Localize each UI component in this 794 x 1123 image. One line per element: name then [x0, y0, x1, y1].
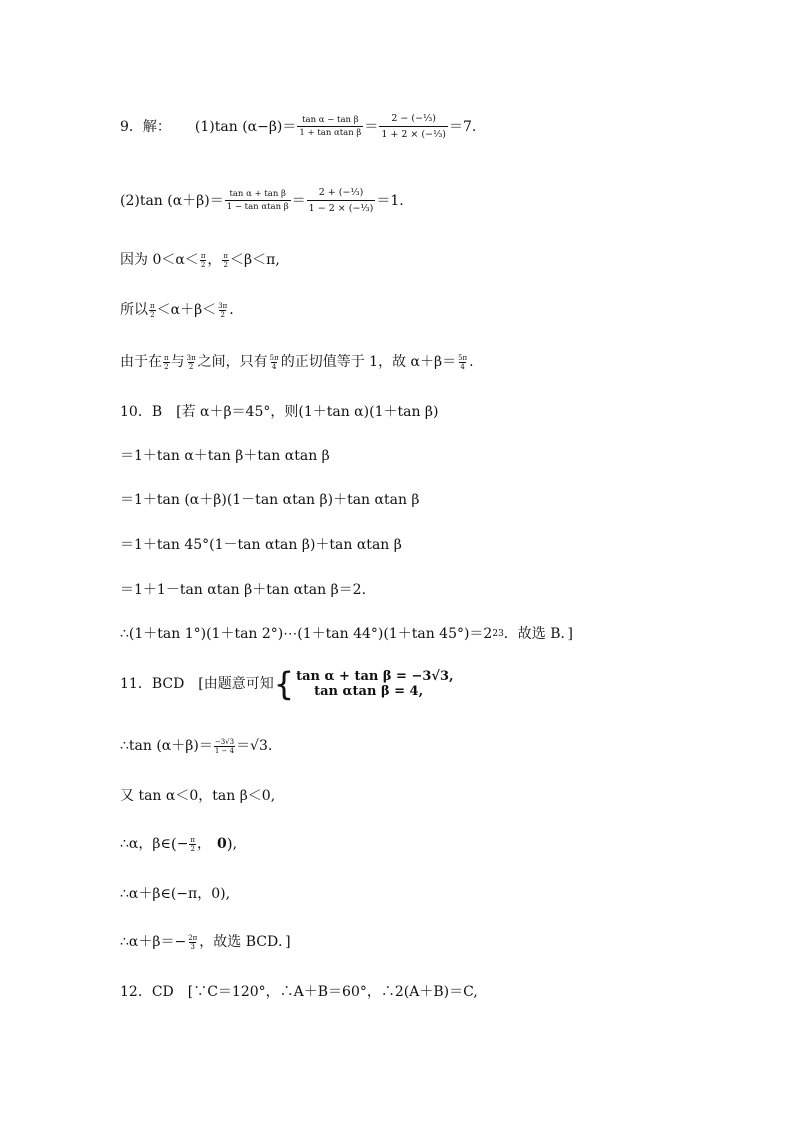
- text-segment: ＝√3.: [236, 738, 273, 754]
- solution-10-line-6: [120, 624, 573, 644]
- fraction-denominator: 2: [220, 310, 225, 319]
- text-segment: .: [469, 354, 474, 370]
- fraction-numerator: π: [200, 251, 206, 260]
- text-segment: −: [176, 836, 189, 852]
- fraction-denominator: 1 − 2 × (−⅓): [307, 200, 376, 215]
- equation-line: tan α + tan β = −3√3,: [296, 669, 454, 684]
- solution-10-line-4: ＝1＋tan 45°(1－tan αtan β)＋tan αtan β: [120, 537, 402, 553]
- fraction: [222, 252, 229, 269]
- fraction-numerator: π: [223, 251, 229, 260]
- solution-11-line-5: ∴α＋β∈(−π，0),: [120, 886, 231, 902]
- solution-10-line-1: 10．B [若 α＋β＝45°，则(1＋tan α)(1＋tan β): [120, 404, 439, 420]
- fraction: [217, 302, 228, 319]
- equation-line: tan αtan β = 4,: [314, 684, 424, 699]
- fraction-denominator: 3: [190, 942, 195, 951]
- text-segment: (1)tan (α−β)＝: [194, 118, 297, 135]
- fraction-denominator: 1 − 4: [214, 746, 235, 755]
- text-segment: 所以: [120, 302, 148, 318]
- text-segment: 0: [217, 836, 227, 852]
- fraction-denominator: 1 + 2 × (−⅓): [379, 126, 448, 141]
- text-segment: ∴α，β∈: [120, 836, 171, 852]
- fraction-numerator: 5π: [458, 353, 468, 362]
- fraction-denominator: 2: [188, 362, 194, 371]
- text-segment: ．故选 B．]: [503, 626, 573, 642]
- text-segment: ，: [207, 252, 222, 268]
- left-brace: {: [273, 665, 295, 703]
- fraction-numerator: −3√3: [214, 737, 235, 746]
- solution-11-line-3: 又 tan α＜0，tan β＜0,: [120, 788, 276, 804]
- fraction: [297, 115, 363, 138]
- fraction-numerator: 2 + (−⅓): [318, 187, 364, 198]
- text-segment: ∴(1＋tan 1°)(1＋tan 2°)⋯(1＋tan 44°)(1＋tan 45°)＝2: [120, 626, 493, 642]
- fraction: [200, 252, 207, 269]
- equation-system: [296, 669, 453, 699]
- solution-12-line-1: 12．CD [∵C＝120°，∴A＋B＝60°，∴2(A＋B)＝C,: [120, 984, 478, 1000]
- text-segment: ＜β＜π,: [230, 252, 280, 268]
- fraction: [214, 738, 235, 755]
- text-segment: 与: [170, 354, 185, 370]
- text-segment: ，故选 BCD．]: [199, 934, 291, 950]
- text-segment: (2)tan (α＋β)＝: [120, 192, 224, 209]
- text-segment: 之间，只有: [197, 354, 268, 370]
- fraction: [457, 354, 468, 371]
- text-segment: ∴tan (α＋β)＝: [120, 738, 213, 754]
- fraction-numerator: 3π: [218, 301, 228, 310]
- text-segment: 因为 0＜α＜: [120, 252, 199, 268]
- fraction: [186, 354, 197, 371]
- fraction: [149, 302, 156, 319]
- fraction: [187, 934, 198, 951]
- solution-9-line-5: [120, 352, 474, 372]
- solution-9-line-1: [120, 112, 476, 141]
- text-segment: 11．BCD [由题意可知: [120, 676, 274, 692]
- fraction-denominator: 4: [460, 362, 465, 371]
- fraction-denominator: 2: [164, 362, 169, 371]
- text-segment: ＜α＋β＜: [156, 302, 217, 318]
- text-segment: ,: [232, 836, 238, 852]
- fraction-numerator: 5π: [269, 353, 279, 362]
- solution-10-line-5: ＝1＋1－tan αtan β＋tan αtan β＝2.: [120, 582, 367, 598]
- problem-number: 9．解：: [120, 118, 171, 135]
- fraction-numerator: 3π: [186, 353, 196, 362]
- fraction-numerator: tan α − tan β: [302, 115, 359, 125]
- fraction-numerator: π: [190, 835, 196, 844]
- fraction: [189, 836, 196, 853]
- fraction-denominator: 1 − tan αtan β: [226, 202, 289, 212]
- fraction: [225, 189, 291, 212]
- solution-9-line-4: [120, 300, 234, 320]
- text-segment: 的正切值等于 1，故 α＋β＝: [280, 354, 457, 370]
- right-paren: ): [226, 834, 233, 853]
- solution-11-line-2: [120, 736, 272, 756]
- fraction: [269, 354, 280, 371]
- fraction-denominator: 1 + tan αtan β: [299, 128, 362, 138]
- left-paren: (: [170, 834, 177, 853]
- text-segment: ，: [197, 836, 212, 852]
- text-segment: 由于在: [120, 354, 162, 370]
- fraction-numerator: π: [150, 301, 155, 310]
- text-segment: .: [229, 302, 234, 318]
- fraction-numerator: 2 − (−⅓): [391, 113, 436, 124]
- text-segment: ＝: [364, 118, 379, 135]
- text-segment: ＝7.: [449, 118, 477, 135]
- text-segment: ＝1.: [376, 192, 404, 209]
- fraction: [379, 112, 448, 141]
- solution-9-line-2: [120, 186, 404, 215]
- fraction-numerator: π: [164, 353, 169, 362]
- fraction-numerator: tan α + tan β: [229, 189, 286, 199]
- fraction: [163, 354, 170, 371]
- fraction-denominator: 2: [150, 310, 155, 319]
- fraction-denominator: 2: [223, 260, 228, 269]
- text-segment: ＝: [291, 192, 306, 209]
- solution-10-line-3: ＝1＋tan (α＋β)(1－tan αtan β)＋tan αtan β: [120, 492, 420, 508]
- solution-11-line-4: [120, 834, 237, 854]
- fraction-denominator: 4: [271, 362, 277, 371]
- fraction-denominator: 2: [200, 260, 206, 269]
- solution-11-line-6: [120, 932, 291, 952]
- fraction-numerator: 2π: [188, 933, 198, 942]
- solution-9-line-3: [120, 250, 280, 270]
- solution-10-line-2: ＝1＋tan α＋tan β＋tan αtan β: [120, 448, 330, 464]
- solution-11-line-1: [120, 665, 454, 703]
- fraction: [307, 186, 376, 215]
- fraction-denominator: 2: [190, 844, 195, 853]
- text-segment: ∴α＋β＝−: [120, 934, 187, 950]
- exponent: 23: [492, 629, 504, 639]
